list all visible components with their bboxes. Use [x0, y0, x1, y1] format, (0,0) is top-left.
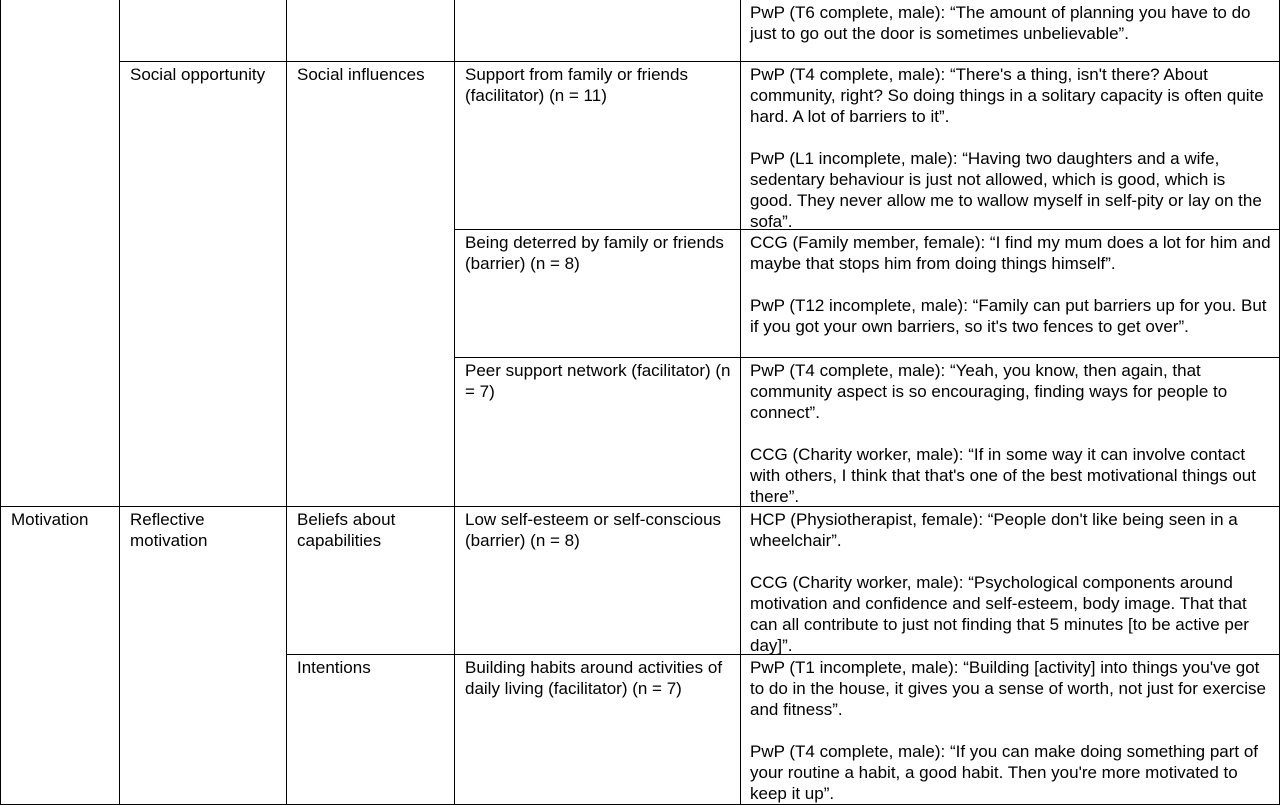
- table-cell-quotes: [740, 61, 1280, 230]
- table-cell-tdf: Beliefs about capabilities: [286, 506, 455, 655]
- table-cell-theme: [454, 0, 741, 62]
- table-cell-tdf: [286, 0, 455, 62]
- table-cell-theme: Peer support network (facilitator) (n = 7): [454, 357, 741, 507]
- table-cell-component: [119, 0, 287, 62]
- quote-text: PwP (T12 incomplete, male): “Family can put barriers up for you. But if you got your own barriers, so it's two fences to get over”.: [750, 296, 1267, 336]
- table-cell-domain: [0, 0, 120, 507]
- table-cell-quotes: [740, 0, 1280, 62]
- quote-text: PwP (T4 complete, male): “There's a thing, isn't there? About community, right? So doing things in a solitary capacity is often quite hard. A lot of barriers to it”.: [750, 65, 1264, 126]
- table-cell-tdf: Social influences: [286, 61, 455, 507]
- table-cell-quotes: [740, 506, 1280, 655]
- quote-text: PwP (T1 incomplete, male): “Building [activity] into things you've got to do in the house, it gives you a sense of worth, not just for exercise and fitness”.: [750, 658, 1266, 719]
- table-cell-component: Social opportunity: [119, 61, 287, 507]
- table-cell-domain: Motivation: [0, 506, 120, 805]
- quote-text: CCG (Charity worker, male): “If in some way it can involve contact with others, I think that that's one of the best motivational things out there”.: [750, 445, 1256, 506]
- quote-text: PwP (T4 complete, male): “If you can make doing something part of your routine a habit, a good habit. Then you're more motivated to keep it up”.: [750, 742, 1259, 803]
- table-cell-theme: Being deterred by family or friends (barrier) (n = 8): [454, 229, 741, 358]
- quote-text: HCP (Physiotherapist, female): “People don't like being seen in a wheelchair”.: [750, 510, 1238, 550]
- table-cell-component: Reflective motivation: [119, 506, 287, 805]
- quote-text: PwP (L1 incomplete, male): “Having two daughters and a wife, sedentary behaviour is just not allowed, which is good, which is good. They never allow me to wallow myself in self-pity or lay on the sofa”.: [750, 149, 1262, 230]
- table-cell-quotes: [740, 357, 1280, 507]
- quote-text: CCG (Charity worker, male): “Psychological components around motivation and confidence and self-esteem, body image. That that can all contribute to just not finding that 5 minutes [to be active per day]”.: [750, 573, 1249, 655]
- table-cell-quotes: [740, 654, 1280, 805]
- table-cell-theme: Building habits around activities of daily living (facilitator) (n = 7): [454, 654, 741, 805]
- table-cell-tdf: Intentions: [286, 654, 455, 805]
- quote-text: PwP (T6 complete, male): “The amount of planning you have to do just to go out the door is sometimes unbelievable”.: [750, 3, 1251, 43]
- quote-text: CCG (Family member, female): “I find my mum does a lot for him and maybe that stops him from doing things himself”.: [750, 233, 1271, 273]
- table-cell-quotes: [740, 229, 1280, 358]
- table-cell-theme: Support from family or friends (facilitator) (n = 11): [454, 61, 741, 230]
- table-cell-theme: Low self-esteem or self-conscious (barrier) (n = 8): [454, 506, 741, 655]
- quote-text: PwP (T4 complete, male): “Yeah, you know, then again, that community aspect is so encouraging, finding ways for people to connect”.: [750, 361, 1228, 422]
